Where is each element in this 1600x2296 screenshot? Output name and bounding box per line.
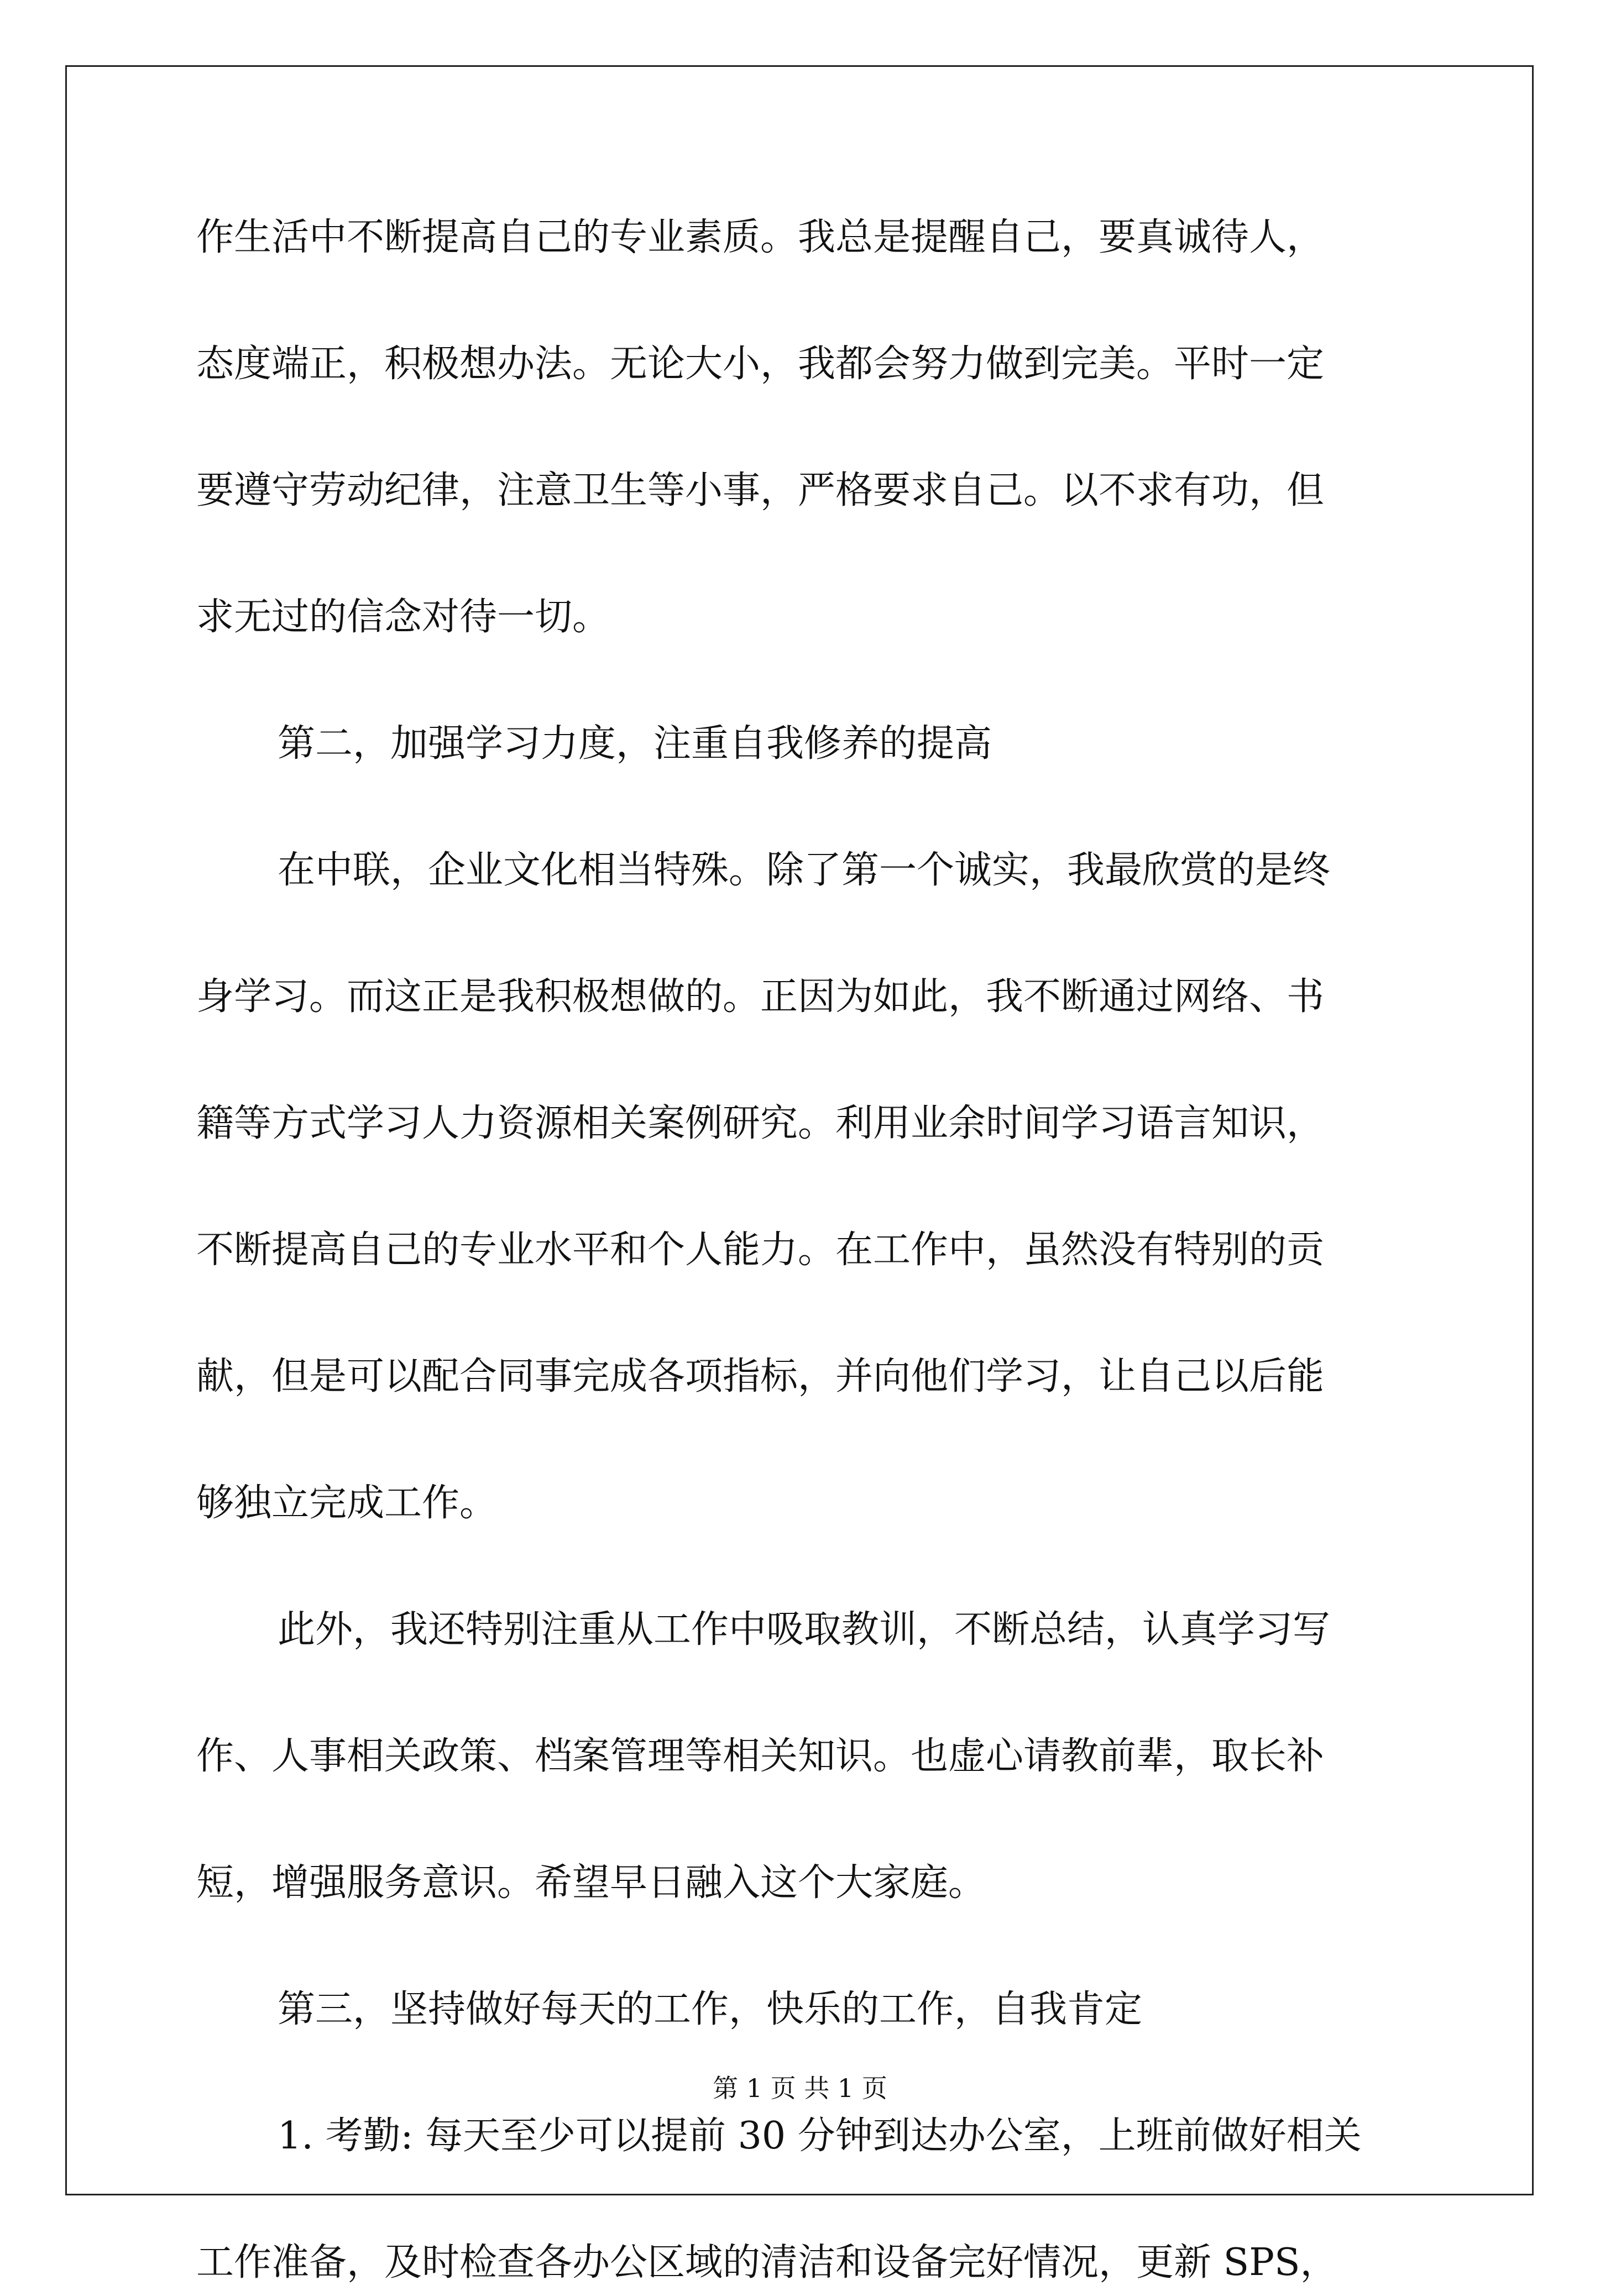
text-line: 此外，我还特别注重从工作中吸取教训，不断总结，认真学习写 (278, 1608, 1331, 1652)
page-footer: 第 1 页 共 1 页 (713, 2073, 887, 2103)
section-heading: 第三，坚持做好每天的工作，快乐的工作，自我肯定 (278, 1988, 1143, 2031)
text-line: 籍等方式学习人力资源相关案例研究。利用业余时间学习语言知识， (196, 1102, 1325, 1145)
text-line: 不断提高自己的专业水平和个人能力。在工作中，虽然没有特别的贡 (196, 1228, 1325, 1272)
text-line: 1. 考勤: 每天至少可以提前 30 分钟到达办公室，上班前做好相关 (278, 2114, 1362, 2158)
section-heading: 第二，加强学习力度，注重自我修养的提高 (278, 722, 992, 766)
text-line: 要遵守劳动纪律，注意卫生等小事，严格要求自己。以不求有功，但 (196, 469, 1325, 512)
text-line: 求无过的信念对待一切。 (196, 595, 610, 639)
text-line: 献，但是可以配合同事完成各项指标，并向他们学习，让自己以后能 (196, 1355, 1325, 1398)
text-line: 够独立完成工作。 (196, 1481, 498, 1525)
text-line: 身学习。而这正是我积极想做的。正因为如此，我不断通过网络、书 (196, 975, 1325, 1019)
text-line: 作、人事相关政策、档案管理等相关知识。也虚心请教前辈，取长补 (196, 1734, 1325, 1778)
text-line: 在中联，企业文化相当特殊。除了第一个诚实，我最欣赏的是终 (278, 848, 1331, 892)
text-line: 态度端正，积极想办法。无论大小，我都会努力做到完美。平时一定 (196, 342, 1325, 386)
text-line: 作生活中不断提高自己的专业素质。我总是提醒自己，要真诚待人， (196, 216, 1325, 259)
text-line: 工作准备，及时检查各办公区域的清洁和设备完好情况，更新 SPS， (196, 2241, 1338, 2284)
text-line: 短，增强服务意识。希望早日融入这个大家庭。 (196, 1861, 986, 1905)
